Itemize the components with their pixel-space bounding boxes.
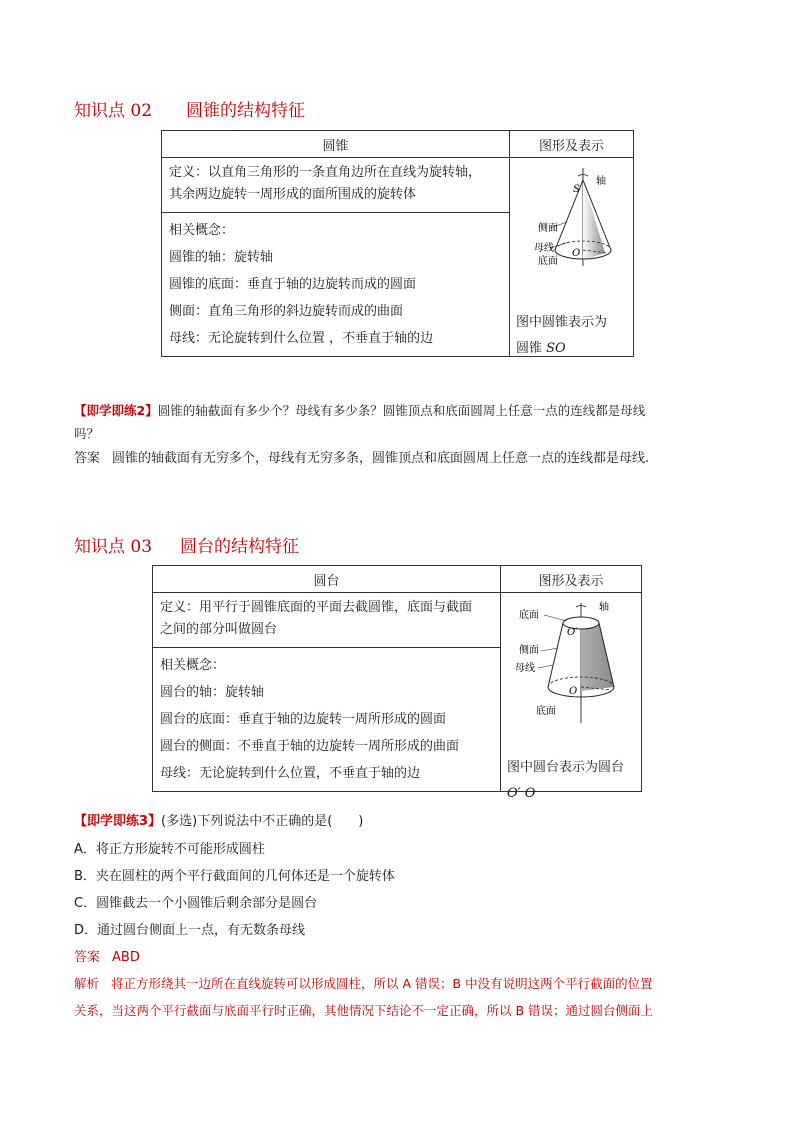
cone-concept-generatrix: 母线：无论旋转到什么位置 ，不垂直于轴的边 [169, 331, 434, 346]
practice3-tag: 【即学即练3】 [74, 814, 162, 829]
frustum-concept-axis: 圆台的轴：旋转轴 [160, 685, 265, 700]
frustum-caption [507, 755, 624, 807]
cone-figure [510, 158, 634, 266]
cone-caption-line1: 图中圆锥表示为 [516, 315, 608, 330]
practice2-tag: 【即学即练2】 [74, 403, 158, 418]
cone-caption-line2: 圆锥 SO [516, 341, 566, 356]
frustum-concepts-cell [153, 648, 501, 792]
cone-definition-line1: 定义：以直角三角形的一条直角边所在直线为旋转轴， [169, 165, 482, 180]
frustum-definition-line1: 定义：用平行于圆锥底面的平面去截圆锥，底面与截面 [160, 600, 473, 615]
section02-heading [74, 96, 305, 121]
section03-number: 知识点 03 [74, 537, 153, 557]
section02-number: 知识点 02 [74, 101, 153, 121]
frustum-table [152, 565, 642, 801]
cone-definition-cell [162, 158, 510, 213]
practice2-block [74, 399, 724, 470]
cone-base-label: 底面 [538, 256, 558, 266]
cone-concept-base: 圆锥的底面：垂直于轴的边旋转而成的圆面 [169, 277, 417, 292]
practice3-answer-text: ABD [112, 950, 140, 965]
practice3-option-c: C．圆锥截去一个小圆锥后剩余部分是圆台 [74, 896, 318, 911]
cone-table-header-concept: 圆锥 [162, 131, 510, 158]
practice3-answer [74, 946, 140, 965]
practice2-question-line1: 圆锥的轴截面有多少个？母线有多少条？圆锥顶点和底面圆周上任意一点的连线都是母线 [157, 403, 646, 418]
practice3-option-b: B．夹在圆柱的两个平行截面间的几何体还是一个旋转体 [74, 869, 395, 884]
cone-figure-cell [510, 158, 634, 357]
frustum-concepts-title: 相关概念： [160, 658, 226, 673]
cone-shaded-section [583, 180, 605, 260]
cone-generatrix-label: 母线 [534, 243, 554, 254]
frustum-concept-side: 圆台的侧面：不垂直于轴的边旋转一周所形成的曲面 [160, 739, 460, 754]
frustum-axis-label: 轴 [599, 602, 609, 613]
frustum-figure [501, 593, 642, 723]
frustum-base-label: 底面 [536, 706, 556, 717]
cone-concepts-cell [162, 213, 510, 357]
frustum-center-label: O [569, 686, 578, 697]
practice3-option-a: A．将正方形旋转不可能形成圆柱 [74, 842, 265, 857]
practice2-answer-label: 答案 [74, 451, 101, 466]
cone-concept-axis: 圆锥的轴：旋转轴 [169, 250, 274, 265]
section02-title: 圆锥的结构特征 [186, 101, 306, 121]
practice2-question-line2: 吗？ [74, 426, 100, 441]
cone-table [161, 130, 634, 357]
practice2-answer-text: 圆锥的轴截面有无穷多个，母线有无穷多条，圆锥顶点和底面圆周上任意一点的连线都是母线. [112, 451, 650, 466]
frustum-table-header-figure: 图形及表示 [501, 566, 642, 593]
cone-definition-line2: 其余两边旋转一周形成的面所围成的旋转体 [169, 187, 417, 202]
frustum-generatrix-label: 母线 [515, 663, 535, 674]
practice3-question: (多选)下列说法中不正确的是( ) [161, 814, 364, 829]
section03-heading [74, 532, 299, 557]
practice3-question-line [74, 810, 363, 829]
frustum-definition-line2: 之间的部分叫做圆台 [160, 622, 278, 637]
frustum-top-pointer [544, 615, 567, 621]
frustum-table-header-concept: 圆台 [153, 566, 501, 593]
section03-title: 圆台的结构特征 [180, 537, 300, 557]
frustum-notation: O′ O [507, 786, 536, 801]
practice3-option-d: D．通过圆台侧面上一点，有无数条母线 [74, 923, 306, 938]
frustum-generatrix-pointer [538, 665, 553, 668]
cone-side-label: 侧面 [538, 223, 558, 234]
frustum-top-center-label: O′ [567, 627, 578, 638]
cone-apex-label: S [573, 184, 580, 195]
frustum-left-generatrix [548, 623, 563, 687]
practice3-analysis [74, 970, 724, 1024]
frustum-side-pointer [541, 648, 558, 651]
frustum-side-label: 侧面 [519, 645, 539, 656]
cone-table-header-figure: 图形及表示 [510, 131, 634, 158]
cone-axis-label: 轴 [596, 176, 606, 187]
frustum-figure-cell [501, 593, 642, 801]
practice3-answer-label: 答案 [74, 950, 101, 965]
frustum-caption-line1: 图中圆台表示为圆台 [507, 760, 625, 775]
frustum-concept-generatrix: 母线：无论旋转到什么位置，不垂直于轴的边 [160, 766, 421, 781]
cone-center-label: O [572, 248, 581, 259]
practice3-analysis-label: 解析 [74, 976, 100, 991]
cone-notation: SO [546, 341, 566, 356]
frustum-concept-base: 圆台的底面：垂直于轴的边旋转一周所形成的圆面 [160, 712, 447, 727]
cone-concept-side: 侧面：直角三角形的斜边旋转而成的曲面 [169, 304, 404, 319]
cone-caption [516, 310, 607, 362]
practice3-analysis-line2: 关系，当这两个平行截面与底面平行时正确，其他情况下结论不一定正确，所以 B 错误；通过圆台侧面上 [74, 1003, 654, 1018]
cone-concepts-title: 相关概念： [169, 223, 235, 238]
practice3-analysis-line1: 将正方形绕其一边所在直线旋转可以形成圆柱，所以 A 错误；B 中没有说明这两个平行截面的位置 [111, 976, 653, 991]
frustum-definition-cell [153, 593, 501, 648]
frustum-top-label: 底面 [519, 610, 539, 621]
frustum-shaded-section [581, 623, 614, 691]
